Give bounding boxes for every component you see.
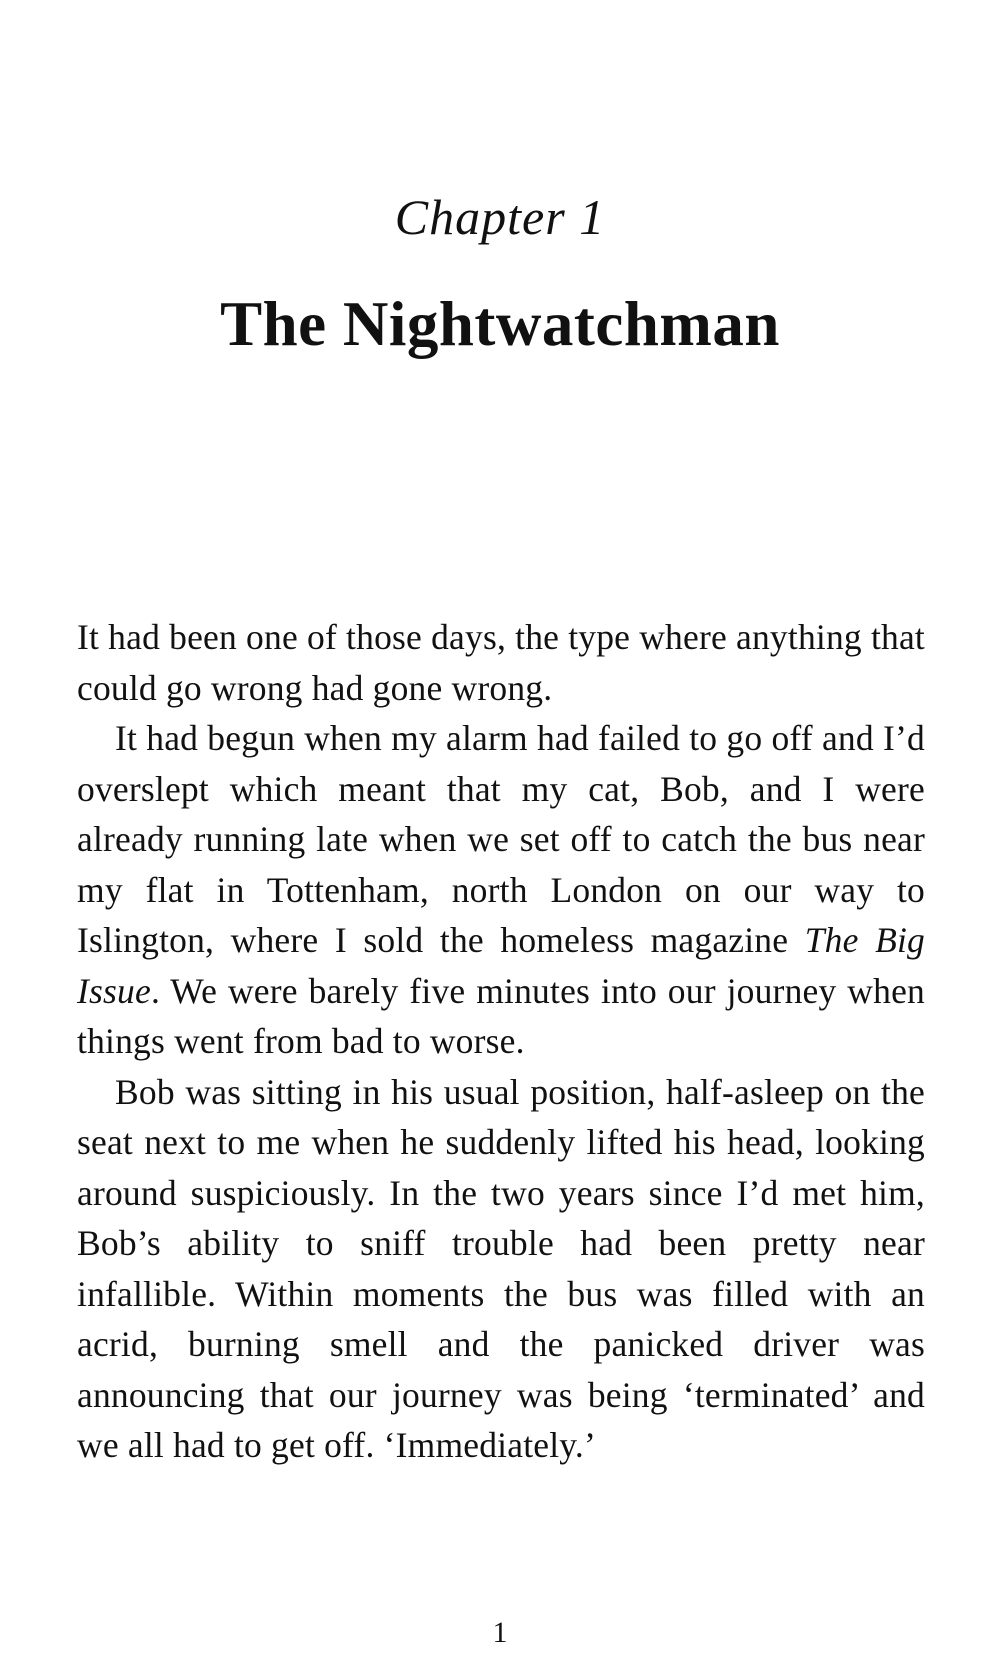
paragraph-2: [77, 713, 925, 1067]
paragraph-2-text-a: It had begun when my alarm had failed to go off and I’d overslept which meant that my cat, Bob, and I were already running late when we set off to catch the bus near my flat in Tottenham, north London on our way to Islington, where I sold the homeless magazine: [77, 718, 925, 960]
paragraph-1: [77, 612, 925, 713]
paragraph-3: [77, 1067, 925, 1471]
chapter-title: The Nightwatchman: [220, 289, 780, 359]
paragraph-1-text: It had been one of those days, the type where anything that could go wrong had gone wrong.: [77, 617, 925, 708]
magazine-title: The Big Issue: [77, 920, 925, 1011]
chapter-body: [77, 612, 925, 1471]
paragraph-3-text: Bob was sitting in his usual position, half-asleep on the seat next to me when he suddenly lifted his head, looking around suspiciously. In the two years since I’d met him, Bob’s ability to sniff trouble had been pretty near infallible. Within moments the bus was filled with an acrid, burning smell and the panicked driver was announcing that our journey was being ‘terminated’ and we all had to get off. ‘Immediately.’: [77, 1071, 925, 1465]
chapter-label: Chapter 1: [394, 189, 606, 245]
paragraph-2-text-b: . We were barely five minutes into our journey when things went from bad to worse.: [77, 970, 925, 1061]
page-number: 1: [492, 1616, 508, 1649]
